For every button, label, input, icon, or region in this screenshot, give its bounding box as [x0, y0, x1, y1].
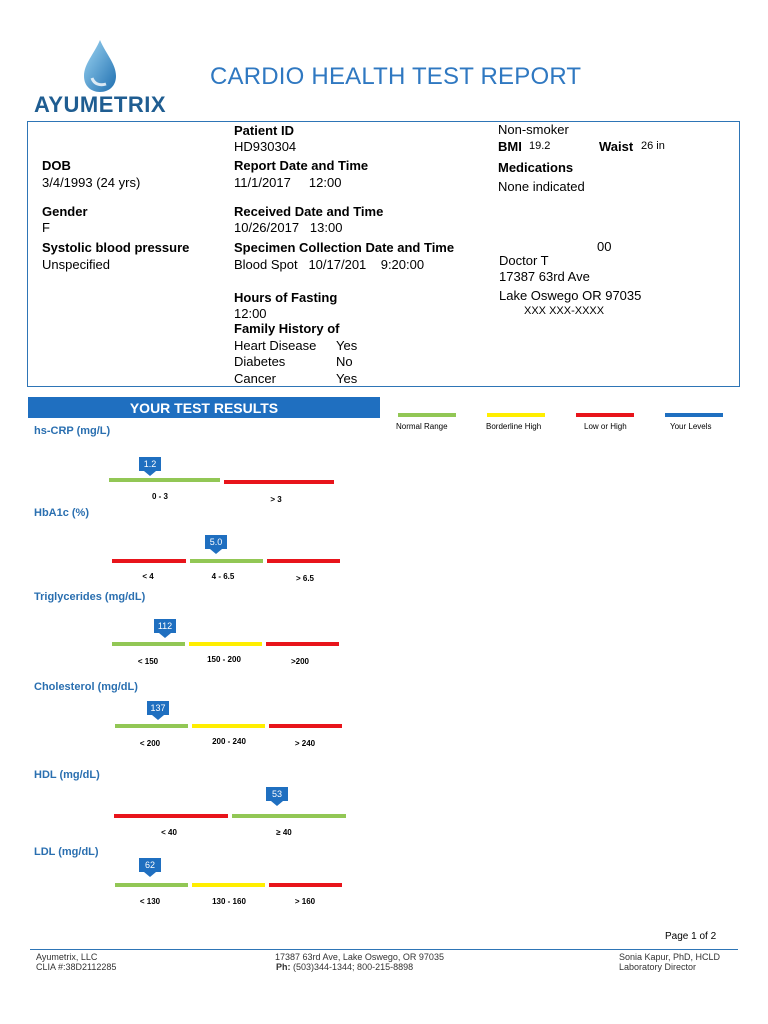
family-cancer-label: Cancer	[234, 371, 276, 386]
ldl-normal-segment	[115, 883, 188, 887]
legend-borderline-label: Borderline High	[486, 422, 542, 431]
legend-borderline-swatch	[487, 413, 545, 417]
family-history-label: Family History of	[234, 321, 340, 336]
triglycerides-level-marker: 112	[154, 619, 176, 633]
report-date-value: 11/1/2017 12:00	[234, 175, 342, 190]
hba1c-high-segment	[267, 559, 340, 563]
patient-id-value: HD930304	[234, 139, 297, 154]
footer-phone-label: Ph:	[276, 962, 291, 972]
cholesterol-level-marker: 137	[147, 701, 169, 715]
report-date-label: Report Date and Time	[234, 158, 369, 173]
test-title-cholesterol: Cholesterol (mg/dL)	[34, 681, 138, 693]
doctor-address-line1: 17387 63rd Ave	[499, 269, 590, 284]
legend-lowhigh-swatch	[576, 413, 634, 417]
family-heart-label: Heart Disease	[234, 338, 317, 353]
triglycerides-marker-arrow-icon	[159, 633, 171, 638]
doctor-address-line2: Lake Oswego OR 97035	[499, 288, 642, 303]
triglycerides-range-label: < 150	[137, 657, 159, 666]
hscrp-high-segment	[224, 480, 334, 484]
hdl-range-label: < 40	[161, 828, 177, 837]
hba1c-range-label: 4 - 6.5	[211, 572, 235, 581]
ldl-range-label: < 130	[139, 897, 161, 906]
footer-director-title: Laboratory Director	[619, 962, 697, 972]
family-diabetes-value: No	[336, 354, 353, 369]
bmi-label: BMI	[498, 139, 522, 154]
medications-value: None indicated	[498, 179, 585, 194]
hdl-normal-segment	[232, 814, 346, 818]
page-number: Page 1 of 2	[665, 931, 717, 942]
ldl-range-label: 130 - 160	[212, 897, 246, 906]
triglycerides-range-label: 150 - 200	[207, 655, 241, 664]
cholesterol-high-segment	[269, 724, 342, 728]
legend-normal-swatch	[398, 413, 456, 417]
brand-name: AYUMETRIX	[34, 92, 167, 117]
ldl-borderline-segment	[192, 883, 265, 887]
gender-value: F	[42, 220, 50, 235]
hscrp-range-label: > 3	[270, 495, 282, 504]
dob-value: 3/4/1993 (24 yrs)	[42, 175, 141, 190]
triglycerides-range-label: >200	[290, 657, 310, 666]
hba1c-level-marker: 5.0	[205, 535, 227, 549]
sbp-label: Systolic blood pressure	[42, 240, 190, 255]
hdl-marker-arrow-icon	[271, 801, 283, 806]
logo-drop-icon	[80, 38, 120, 94]
doctor-name: Doctor T	[499, 253, 549, 268]
footer-address: 17387 63rd Ave, Lake Oswego, OR 97035	[275, 952, 444, 962]
legend-yourlevels-label: Your Levels	[670, 422, 712, 431]
received-date-label: Received Date and Time	[234, 204, 384, 219]
cholesterol-normal-segment	[115, 724, 188, 728]
cholesterol-range-label: < 200	[139, 739, 161, 748]
dob-label: DOB	[42, 158, 71, 173]
ldl-high-segment	[269, 883, 342, 887]
footer-company: Ayumetrix, LLC	[36, 952, 98, 962]
hscrp-level-marker: 1.2	[139, 457, 161, 471]
footer-phone-value: (503)344-1344; 800-215-8898	[293, 962, 414, 972]
family-heart-value: Yes	[336, 338, 358, 353]
footer-clia: CLIA #:38D2112285	[36, 962, 117, 972]
legend-yourlevels-swatch	[665, 413, 723, 417]
hdl-level-marker: 53	[266, 787, 288, 801]
ldl-marker-arrow-icon	[144, 872, 156, 877]
hba1c-range-label: > 6.5	[295, 574, 314, 583]
family-diabetes-label: Diabetes	[234, 354, 286, 369]
page-title: CARDIO HEALTH TEST REPORT	[210, 63, 582, 90]
specimen-date-label: Specimen Collection Date and Time	[234, 240, 455, 255]
received-date-value: 10/26/2017 13:00	[234, 220, 343, 235]
test-title-hdl: HDL (mg/dL)	[34, 769, 100, 781]
bmi-value: 19.2	[529, 140, 551, 152]
fasting-label: Hours of Fasting	[234, 290, 338, 305]
test-title-hba1c: HbA1c (%)	[34, 507, 90, 519]
test-title-ldl: LDL (mg/dL)	[34, 846, 99, 858]
footer-director: Sonia Kapur, PhD, HCLD	[619, 952, 721, 962]
patient-id-label: Patient ID	[234, 123, 294, 138]
legend-normal-label: Normal Range	[396, 422, 448, 431]
specimen-date-value: Blood Spot 10/17/201 9:20:00	[234, 257, 425, 272]
hscrp-marker-arrow-icon	[144, 471, 156, 476]
footer-phone	[276, 962, 413, 972]
gender-label: Gender	[42, 204, 88, 219]
cholesterol-range-label: > 240	[294, 739, 316, 748]
cholesterol-marker-arrow-icon	[152, 715, 164, 720]
test-title-hscrp: hs-CRP (mg/L)	[34, 425, 111, 437]
ldl-level-marker: 62	[139, 858, 161, 872]
hba1c-low-segment	[112, 559, 186, 563]
hscrp-normal-segment	[109, 478, 220, 482]
hba1c-marker-arrow-icon	[210, 549, 222, 554]
waist-label: Waist	[599, 139, 634, 154]
results-heading: YOUR TEST RESULTS	[28, 397, 380, 418]
triglycerides-borderline-segment	[189, 642, 262, 646]
hdl-range-label: ≥ 40	[276, 828, 292, 837]
hba1c-normal-segment	[190, 559, 263, 563]
medications-label: Medications	[498, 160, 574, 175]
legend-lowhigh-label: Low or High	[584, 422, 627, 431]
hscrp-range-label: 0 - 3	[151, 492, 168, 501]
ldl-range-label: > 160	[294, 897, 316, 906]
family-cancer-value: Yes	[336, 371, 358, 386]
sbp-value: Unspecified	[42, 257, 110, 272]
waist-value: 26 in	[641, 140, 665, 152]
triglycerides-normal-segment	[112, 642, 185, 646]
test-title-triglycerides: Triglycerides (mg/dL)	[34, 591, 146, 603]
cholesterol-borderline-segment	[192, 724, 265, 728]
cholesterol-range-label: 200 - 240	[212, 737, 246, 746]
doctor-phone: XXX XXX-XXXX	[524, 305, 605, 317]
smoker-status: Non-smoker	[498, 122, 569, 137]
hdl-low-segment	[114, 814, 228, 818]
footer-divider	[30, 949, 738, 950]
hba1c-range-label: < 4	[142, 572, 154, 581]
triglycerides-high-segment	[266, 642, 339, 646]
fasting-value: 12:00	[234, 306, 267, 321]
doctor-code: 00	[597, 239, 612, 254]
